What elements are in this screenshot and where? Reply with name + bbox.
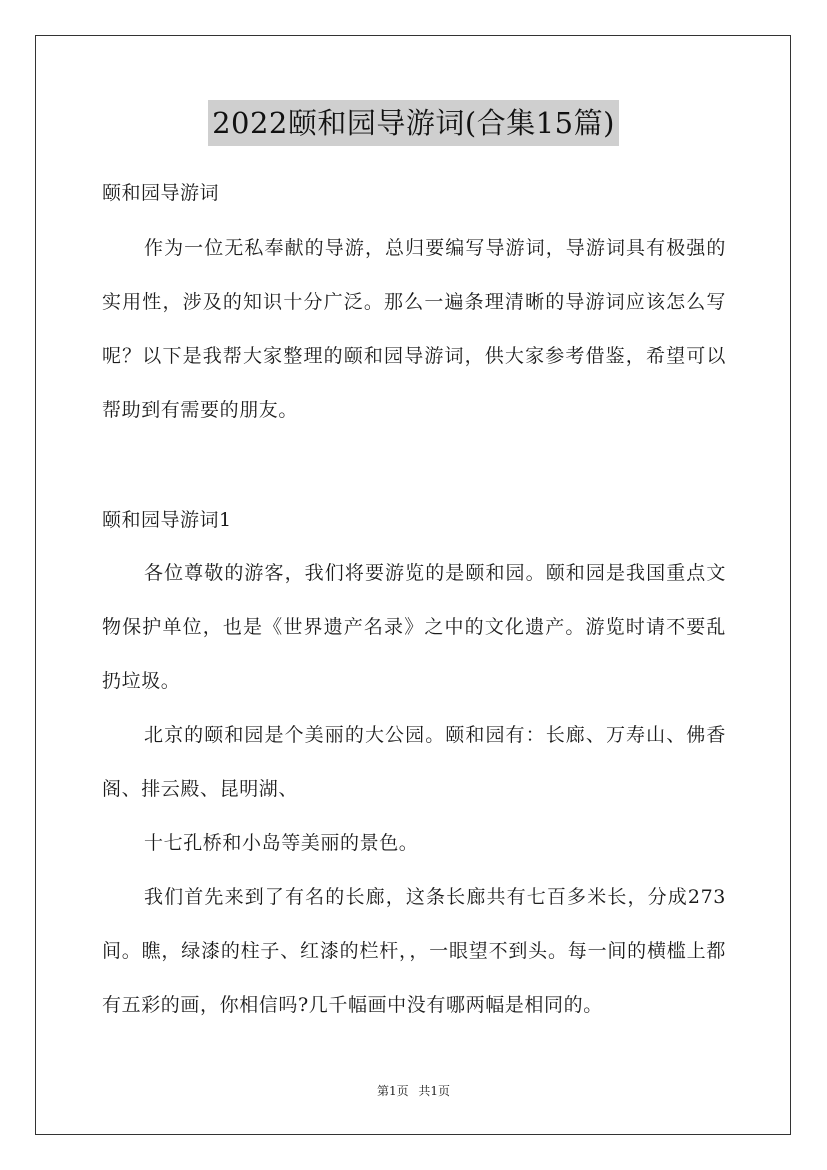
intro-heading: 颐和园导游词 — [102, 182, 220, 204]
paragraph: 我们首先来到了有名的长廊，这条长廊共有七百多米长，分成273间。瞧，绿漆的柱子、红漆的栏杆，，一眼望不到头。每一间的横槛上都有五彩的画，你相信吗?几千幅画中没有哪两幅是相同的。 — [102, 886, 726, 1016]
intro-paragraph: 作为一位无私奉献的导游，总归要编写导游词，导游词具有极强的实用性，涉及的知识十分广泛。那么一遍条理清晰的导游词应该怎么写呢？以下是我帮大家整理的颐和园导游词，供大家参考借鉴，希望可以帮助到有需要的朋友。 — [102, 237, 726, 421]
page-total: 共1页 — [418, 1084, 451, 1098]
title-container — [0, 100, 827, 146]
section-heading: 颐和园导游词1 — [102, 509, 232, 531]
paragraph: 十七孔桥和小岛等美丽的景色。 — [144, 832, 419, 854]
document-title: 2022颐和园导游词(合集15篇) — [208, 100, 619, 146]
paragraph: 北京的颐和园是个美丽的大公园。颐和园有：长廊、万寿山、佛香阁、排云殿、昆明湖、 — [102, 724, 726, 800]
paragraph: 各位尊敬的游客，我们将要游览的是颐和园。颐和园是我国重点文物保护单位，也是《世界遗产名录》之中的文化遗产。游览时请不要乱扔垃圾。 — [102, 562, 726, 692]
page-footer — [0, 1082, 827, 1100]
page-number: 第1页 — [376, 1084, 409, 1098]
